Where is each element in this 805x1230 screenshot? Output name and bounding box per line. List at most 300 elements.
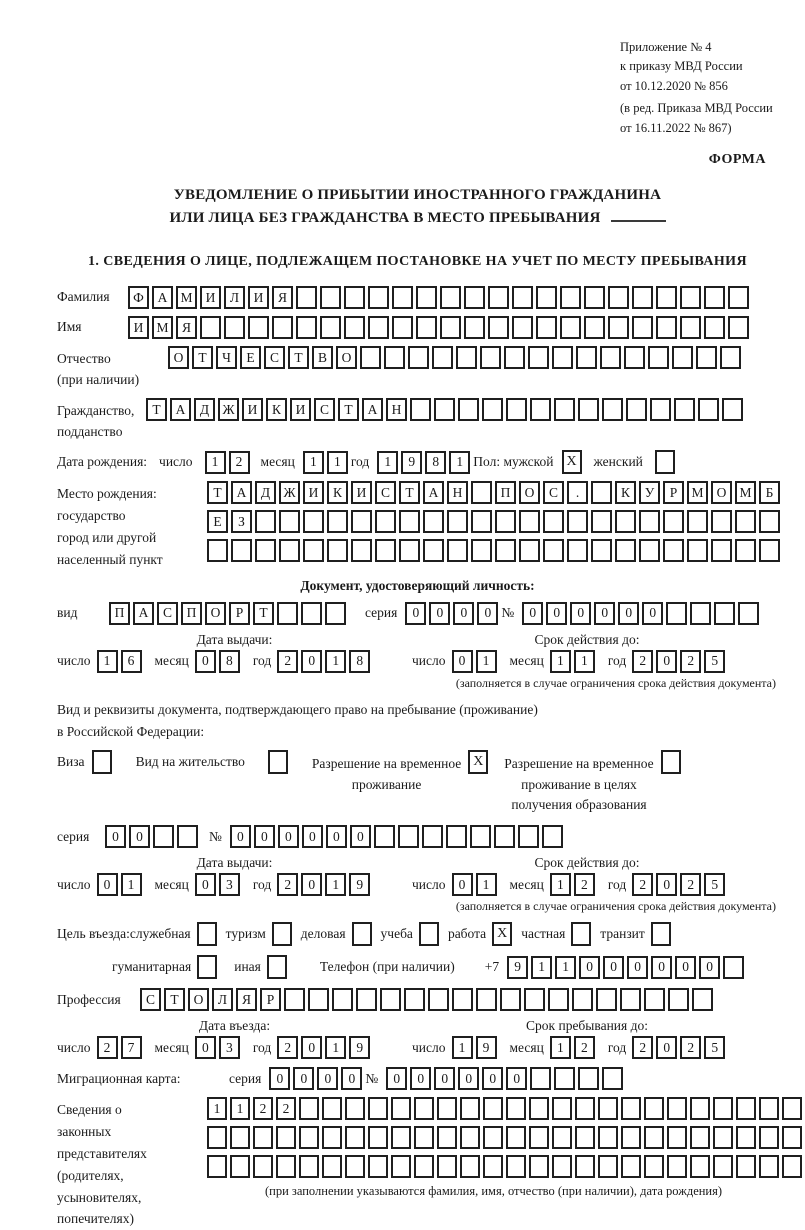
char-cell[interactable]: 2 xyxy=(253,1097,273,1120)
char-cell[interactable]: Н xyxy=(386,398,407,421)
char-cell[interactable]: И xyxy=(248,286,269,309)
char-cell[interactable] xyxy=(320,316,341,339)
char-cell[interactable]: 0 xyxy=(522,602,543,625)
char-cell[interactable] xyxy=(375,510,396,533)
char-cell[interactable] xyxy=(360,346,381,369)
representatives-row3[interactable] xyxy=(207,1155,805,1178)
char-cell[interactable]: О xyxy=(188,988,209,1011)
char-cell[interactable] xyxy=(598,1155,618,1178)
char-cell[interactable]: 0 xyxy=(350,825,371,848)
char-cell[interactable] xyxy=(608,286,629,309)
char-cell[interactable]: 8 xyxy=(425,451,446,474)
char-cell[interactable]: О xyxy=(519,481,540,504)
stay-month-cells[interactable] xyxy=(550,1036,598,1059)
char-cell[interactable] xyxy=(437,1155,457,1178)
birth-place-row3[interactable] xyxy=(207,539,783,562)
char-cell[interactable]: 9 xyxy=(507,956,528,979)
char-cell[interactable]: 2 xyxy=(680,650,701,673)
char-cell[interactable]: 0 xyxy=(410,1067,431,1090)
char-cell[interactable]: 0 xyxy=(618,602,639,625)
char-cell[interactable]: 0 xyxy=(230,825,251,848)
char-cell[interactable] xyxy=(667,1155,687,1178)
char-cell[interactable] xyxy=(272,316,293,339)
char-cell[interactable]: 3 xyxy=(219,1036,240,1059)
char-cell[interactable] xyxy=(482,398,503,421)
char-cell[interactable]: 1 xyxy=(550,650,571,673)
valid-year-cells[interactable] xyxy=(632,650,728,673)
char-cell[interactable]: С xyxy=(140,988,161,1011)
char-cell[interactable] xyxy=(529,1097,549,1120)
temp-residence-edu-checkbox[interactable] xyxy=(661,750,681,774)
char-cell[interactable] xyxy=(276,1126,296,1149)
char-cell[interactable] xyxy=(552,1155,572,1178)
char-cell[interactable] xyxy=(253,1126,273,1149)
char-cell[interactable]: 0 xyxy=(405,602,426,625)
char-cell[interactable]: 0 xyxy=(301,1036,322,1059)
char-cell[interactable] xyxy=(404,988,425,1011)
char-cell[interactable] xyxy=(408,346,429,369)
migration-number-cells[interactable] xyxy=(386,1067,626,1090)
char-cell[interactable] xyxy=(279,539,300,562)
char-cell[interactable] xyxy=(414,1126,434,1149)
char-cell[interactable] xyxy=(578,398,599,421)
phone-cells[interactable] xyxy=(507,956,747,979)
char-cell[interactable] xyxy=(416,316,437,339)
res-valid-year-cells[interactable] xyxy=(632,873,728,896)
entry-day-cells[interactable] xyxy=(97,1036,145,1059)
char-cell[interactable] xyxy=(447,539,468,562)
char-cell[interactable] xyxy=(519,539,540,562)
char-cell[interactable]: М xyxy=(152,316,173,339)
char-cell[interactable] xyxy=(690,1126,710,1149)
char-cell[interactable] xyxy=(696,346,717,369)
char-cell[interactable] xyxy=(602,1067,623,1090)
char-cell[interactable] xyxy=(299,1126,319,1149)
profession-cells[interactable] xyxy=(140,988,716,1011)
issue-month-cells[interactable] xyxy=(195,650,243,673)
char-cell[interactable]: 7 xyxy=(121,1036,142,1059)
char-cell[interactable] xyxy=(548,988,569,1011)
char-cell[interactable]: С xyxy=(543,481,564,504)
char-cell[interactable] xyxy=(414,1097,434,1120)
char-cell[interactable] xyxy=(255,539,276,562)
char-cell[interactable]: 2 xyxy=(574,1036,595,1059)
char-cell[interactable]: 5 xyxy=(704,873,725,896)
char-cell[interactable]: 3 xyxy=(219,873,240,896)
purpose-work-checkbox[interactable]: X xyxy=(492,922,512,946)
birth-place-row1[interactable] xyxy=(207,481,783,504)
char-cell[interactable]: 1 xyxy=(230,1097,250,1120)
char-cell[interactable]: А xyxy=(170,398,191,421)
char-cell[interactable] xyxy=(698,398,719,421)
char-cell[interactable]: А xyxy=(152,286,173,309)
char-cell[interactable] xyxy=(434,398,455,421)
char-cell[interactable] xyxy=(711,539,732,562)
char-cell[interactable]: 2 xyxy=(277,873,298,896)
char-cell[interactable]: 6 xyxy=(121,650,142,673)
char-cell[interactable] xyxy=(690,1155,710,1178)
char-cell[interactable]: 1 xyxy=(476,650,497,673)
char-cell[interactable] xyxy=(692,988,713,1011)
char-cell[interactable] xyxy=(177,825,198,848)
char-cell[interactable] xyxy=(483,1126,503,1149)
char-cell[interactable]: 2 xyxy=(632,873,653,896)
char-cell[interactable] xyxy=(410,398,431,421)
char-cell[interactable]: 0 xyxy=(656,1036,677,1059)
char-cell[interactable] xyxy=(639,510,660,533)
char-cell[interactable]: 2 xyxy=(276,1097,296,1120)
char-cell[interactable] xyxy=(621,1097,641,1120)
char-cell[interactable]: С xyxy=(375,481,396,504)
char-cell[interactable] xyxy=(624,346,645,369)
char-cell[interactable] xyxy=(680,286,701,309)
char-cell[interactable] xyxy=(711,510,732,533)
char-cell[interactable] xyxy=(368,316,389,339)
char-cell[interactable] xyxy=(552,1097,572,1120)
purpose-official-checkbox[interactable] xyxy=(197,922,217,946)
entry-month-cells[interactable] xyxy=(195,1036,243,1059)
char-cell[interactable]: 0 xyxy=(656,873,677,896)
res-issue-year-cells[interactable] xyxy=(277,873,373,896)
char-cell[interactable] xyxy=(552,1126,572,1149)
purpose-humanitarian-checkbox[interactable] xyxy=(197,955,217,979)
char-cell[interactable]: 1 xyxy=(205,451,226,474)
char-cell[interactable] xyxy=(554,398,575,421)
sex-male-checkbox[interactable]: X xyxy=(562,450,582,474)
char-cell[interactable] xyxy=(446,825,467,848)
char-cell[interactable]: Н xyxy=(447,481,468,504)
char-cell[interactable] xyxy=(600,346,621,369)
purpose-study-checkbox[interactable] xyxy=(419,922,439,946)
char-cell[interactable] xyxy=(440,286,461,309)
char-cell[interactable] xyxy=(440,316,461,339)
char-cell[interactable]: 0 xyxy=(341,1067,362,1090)
issue-day-cells[interactable] xyxy=(97,650,145,673)
char-cell[interactable]: 2 xyxy=(680,873,701,896)
char-cell[interactable] xyxy=(374,825,395,848)
char-cell[interactable]: Т xyxy=(207,481,228,504)
migration-series-cells[interactable] xyxy=(269,1067,365,1090)
char-cell[interactable] xyxy=(608,316,629,339)
char-cell[interactable]: К xyxy=(615,481,636,504)
char-cell[interactable] xyxy=(759,539,780,562)
char-cell[interactable]: 2 xyxy=(574,873,595,896)
valid-month-cells[interactable] xyxy=(550,650,598,673)
char-cell[interactable]: 1 xyxy=(452,1036,473,1059)
char-cell[interactable] xyxy=(488,286,509,309)
char-cell[interactable]: 0 xyxy=(482,1067,503,1090)
char-cell[interactable]: 0 xyxy=(278,825,299,848)
char-cell[interactable] xyxy=(207,1126,227,1149)
char-cell[interactable]: 0 xyxy=(429,602,450,625)
purpose-other-checkbox[interactable] xyxy=(267,955,287,979)
char-cell[interactable] xyxy=(456,346,477,369)
char-cell[interactable] xyxy=(368,1097,388,1120)
char-cell[interactable]: Я xyxy=(236,988,257,1011)
char-cell[interactable] xyxy=(207,1155,227,1178)
char-cell[interactable]: Д xyxy=(194,398,215,421)
char-cell[interactable]: 0 xyxy=(434,1067,455,1090)
char-cell[interactable] xyxy=(704,286,725,309)
char-cell[interactable] xyxy=(735,510,756,533)
char-cell[interactable]: 2 xyxy=(680,1036,701,1059)
surname-cells[interactable] xyxy=(128,286,752,309)
char-cell[interactable] xyxy=(575,1126,595,1149)
char-cell[interactable] xyxy=(663,510,684,533)
char-cell[interactable]: 0 xyxy=(642,602,663,625)
char-cell[interactable] xyxy=(327,510,348,533)
char-cell[interactable]: 0 xyxy=(105,825,126,848)
char-cell[interactable] xyxy=(447,510,468,533)
char-cell[interactable]: Р xyxy=(229,602,250,625)
char-cell[interactable]: 0 xyxy=(195,1036,216,1059)
residence-permit-checkbox[interactable] xyxy=(268,750,288,774)
char-cell[interactable] xyxy=(575,1155,595,1178)
char-cell[interactable]: 0 xyxy=(293,1067,314,1090)
char-cell[interactable] xyxy=(782,1097,802,1120)
char-cell[interactable] xyxy=(504,346,525,369)
char-cell[interactable]: 1 xyxy=(377,451,398,474)
char-cell[interactable] xyxy=(536,286,557,309)
char-cell[interactable] xyxy=(663,539,684,562)
char-cell[interactable] xyxy=(567,539,588,562)
char-cell[interactable] xyxy=(322,1097,342,1120)
char-cell[interactable] xyxy=(153,825,174,848)
char-cell[interactable]: 0 xyxy=(675,956,696,979)
char-cell[interactable] xyxy=(255,510,276,533)
char-cell[interactable] xyxy=(575,1097,595,1120)
char-cell[interactable]: 0 xyxy=(386,1067,407,1090)
char-cell[interactable]: З xyxy=(231,510,252,533)
char-cell[interactable] xyxy=(344,316,365,339)
char-cell[interactable] xyxy=(728,316,749,339)
char-cell[interactable] xyxy=(584,316,605,339)
char-cell[interactable]: 2 xyxy=(632,1036,653,1059)
char-cell[interactable]: 0 xyxy=(301,873,322,896)
char-cell[interactable]: И xyxy=(303,481,324,504)
char-cell[interactable]: 0 xyxy=(656,650,677,673)
char-cell[interactable] xyxy=(437,1126,457,1149)
char-cell[interactable]: 0 xyxy=(254,825,275,848)
char-cell[interactable] xyxy=(759,1097,779,1120)
char-cell[interactable]: 5 xyxy=(704,1036,725,1059)
char-cell[interactable] xyxy=(598,1126,618,1149)
char-cell[interactable] xyxy=(736,1155,756,1178)
char-cell[interactable]: И xyxy=(351,481,372,504)
char-cell[interactable] xyxy=(530,1067,551,1090)
char-cell[interactable] xyxy=(399,510,420,533)
char-cell[interactable] xyxy=(529,1126,549,1149)
char-cell[interactable] xyxy=(591,539,612,562)
char-cell[interactable]: 0 xyxy=(452,873,473,896)
char-cell[interactable]: 0 xyxy=(458,1067,479,1090)
char-cell[interactable] xyxy=(560,316,581,339)
char-cell[interactable] xyxy=(428,988,449,1011)
representatives-row1[interactable] xyxy=(207,1097,805,1120)
char-cell[interactable]: 5 xyxy=(704,650,725,673)
char-cell[interactable] xyxy=(512,316,533,339)
char-cell[interactable] xyxy=(464,316,485,339)
char-cell[interactable]: Ч xyxy=(216,346,237,369)
char-cell[interactable] xyxy=(391,1126,411,1149)
char-cell[interactable] xyxy=(543,510,564,533)
char-cell[interactable]: 0 xyxy=(579,956,600,979)
char-cell[interactable]: 0 xyxy=(129,825,150,848)
char-cell[interactable] xyxy=(687,539,708,562)
char-cell[interactable]: 0 xyxy=(195,650,216,673)
char-cell[interactable] xyxy=(615,510,636,533)
char-cell[interactable] xyxy=(398,825,419,848)
patronymic-cells[interactable] xyxy=(168,346,744,369)
char-cell[interactable] xyxy=(713,1155,733,1178)
birth-place-row2[interactable] xyxy=(207,510,783,533)
char-cell[interactable] xyxy=(632,316,653,339)
char-cell[interactable] xyxy=(680,316,701,339)
char-cell[interactable] xyxy=(656,286,677,309)
char-cell[interactable] xyxy=(299,1097,319,1120)
char-cell[interactable] xyxy=(301,602,322,625)
char-cell[interactable]: 0 xyxy=(452,650,473,673)
char-cell[interactable]: 1 xyxy=(97,650,118,673)
char-cell[interactable] xyxy=(672,346,693,369)
char-cell[interactable]: 0 xyxy=(699,956,720,979)
char-cell[interactable]: 0 xyxy=(195,873,216,896)
char-cell[interactable] xyxy=(231,539,252,562)
citizenship-cells[interactable] xyxy=(146,398,746,421)
char-cell[interactable] xyxy=(584,286,605,309)
char-cell[interactable] xyxy=(391,1097,411,1120)
char-cell[interactable]: Р xyxy=(663,481,684,504)
char-cell[interactable] xyxy=(494,825,515,848)
char-cell[interactable] xyxy=(632,286,653,309)
char-cell[interactable]: 9 xyxy=(401,451,422,474)
res-valid-day-cells[interactable] xyxy=(452,873,500,896)
stay-day-cells[interactable] xyxy=(452,1036,500,1059)
purpose-business-checkbox[interactable] xyxy=(352,922,372,946)
char-cell[interactable] xyxy=(332,988,353,1011)
char-cell[interactable] xyxy=(322,1155,342,1178)
char-cell[interactable] xyxy=(704,316,725,339)
char-cell[interactable] xyxy=(368,286,389,309)
char-cell[interactable] xyxy=(470,825,491,848)
res-issue-month-cells[interactable] xyxy=(195,873,243,896)
char-cell[interactable] xyxy=(560,286,581,309)
char-cell[interactable]: П xyxy=(109,602,130,625)
char-cell[interactable] xyxy=(578,1067,599,1090)
char-cell[interactable] xyxy=(666,602,687,625)
char-cell[interactable] xyxy=(483,1155,503,1178)
temp-residence-checkbox[interactable]: X xyxy=(468,750,488,774)
char-cell[interactable]: В xyxy=(312,346,333,369)
char-cell[interactable]: 1 xyxy=(476,873,497,896)
char-cell[interactable] xyxy=(759,1155,779,1178)
char-cell[interactable]: С xyxy=(157,602,178,625)
char-cell[interactable] xyxy=(690,602,711,625)
char-cell[interactable] xyxy=(722,398,743,421)
char-cell[interactable]: 9 xyxy=(349,873,370,896)
char-cell[interactable] xyxy=(552,346,573,369)
char-cell[interactable] xyxy=(327,539,348,562)
char-cell[interactable] xyxy=(528,346,549,369)
char-cell[interactable]: 0 xyxy=(603,956,624,979)
char-cell[interactable] xyxy=(723,956,744,979)
char-cell[interactable]: Я xyxy=(272,286,293,309)
char-cell[interactable]: И xyxy=(242,398,263,421)
char-cell[interactable]: 0 xyxy=(326,825,347,848)
char-cell[interactable]: Т xyxy=(192,346,213,369)
char-cell[interactable] xyxy=(621,1126,641,1149)
char-cell[interactable] xyxy=(380,988,401,1011)
char-cell[interactable] xyxy=(460,1126,480,1149)
char-cell[interactable] xyxy=(644,1155,664,1178)
residence-number-cells[interactable] xyxy=(230,825,566,848)
char-cell[interactable] xyxy=(530,398,551,421)
res-issue-day-cells[interactable] xyxy=(97,873,145,896)
char-cell[interactable] xyxy=(368,1155,388,1178)
char-cell[interactable]: 1 xyxy=(207,1097,227,1120)
char-cell[interactable] xyxy=(368,1126,388,1149)
char-cell[interactable] xyxy=(506,398,527,421)
char-cell[interactable]: 2 xyxy=(229,451,250,474)
char-cell[interactable] xyxy=(644,1097,664,1120)
char-cell[interactable]: И xyxy=(128,316,149,339)
char-cell[interactable]: 0 xyxy=(453,602,474,625)
char-cell[interactable]: М xyxy=(735,481,756,504)
char-cell[interactable] xyxy=(320,286,341,309)
char-cell[interactable] xyxy=(414,1155,434,1178)
char-cell[interactable] xyxy=(626,398,647,421)
char-cell[interactable] xyxy=(667,1097,687,1120)
char-cell[interactable] xyxy=(759,1126,779,1149)
char-cell[interactable] xyxy=(598,1097,618,1120)
doc-number-cells[interactable] xyxy=(522,602,762,625)
char-cell[interactable]: 0 xyxy=(317,1067,338,1090)
char-cell[interactable] xyxy=(554,1067,575,1090)
char-cell[interactable]: Е xyxy=(207,510,228,533)
char-cell[interactable]: 0 xyxy=(302,825,323,848)
char-cell[interactable] xyxy=(639,539,660,562)
char-cell[interactable] xyxy=(576,346,597,369)
char-cell[interactable]: 1 xyxy=(574,650,595,673)
char-cell[interactable] xyxy=(460,1097,480,1120)
char-cell[interactable]: М xyxy=(687,481,708,504)
representatives-row2[interactable] xyxy=(207,1126,805,1149)
char-cell[interactable]: 1 xyxy=(303,451,324,474)
char-cell[interactable] xyxy=(488,316,509,339)
char-cell[interactable]: М xyxy=(176,286,197,309)
char-cell[interactable]: 0 xyxy=(651,956,672,979)
char-cell[interactable] xyxy=(512,286,533,309)
char-cell[interactable] xyxy=(519,510,540,533)
char-cell[interactable]: 2 xyxy=(97,1036,118,1059)
char-cell[interactable]: 0 xyxy=(570,602,591,625)
char-cell[interactable] xyxy=(279,510,300,533)
char-cell[interactable] xyxy=(720,346,741,369)
char-cell[interactable]: 0 xyxy=(269,1067,290,1090)
char-cell[interactable] xyxy=(591,481,612,504)
char-cell[interactable]: Л xyxy=(212,988,233,1011)
char-cell[interactable]: 1 xyxy=(325,650,346,673)
char-cell[interactable] xyxy=(253,1155,273,1178)
char-cell[interactable] xyxy=(713,1097,733,1120)
char-cell[interactable] xyxy=(230,1155,250,1178)
char-cell[interactable]: 2 xyxy=(632,650,653,673)
char-cell[interactable] xyxy=(602,398,623,421)
char-cell[interactable] xyxy=(299,1155,319,1178)
char-cell[interactable] xyxy=(277,602,298,625)
char-cell[interactable] xyxy=(736,1126,756,1149)
char-cell[interactable]: А xyxy=(362,398,383,421)
